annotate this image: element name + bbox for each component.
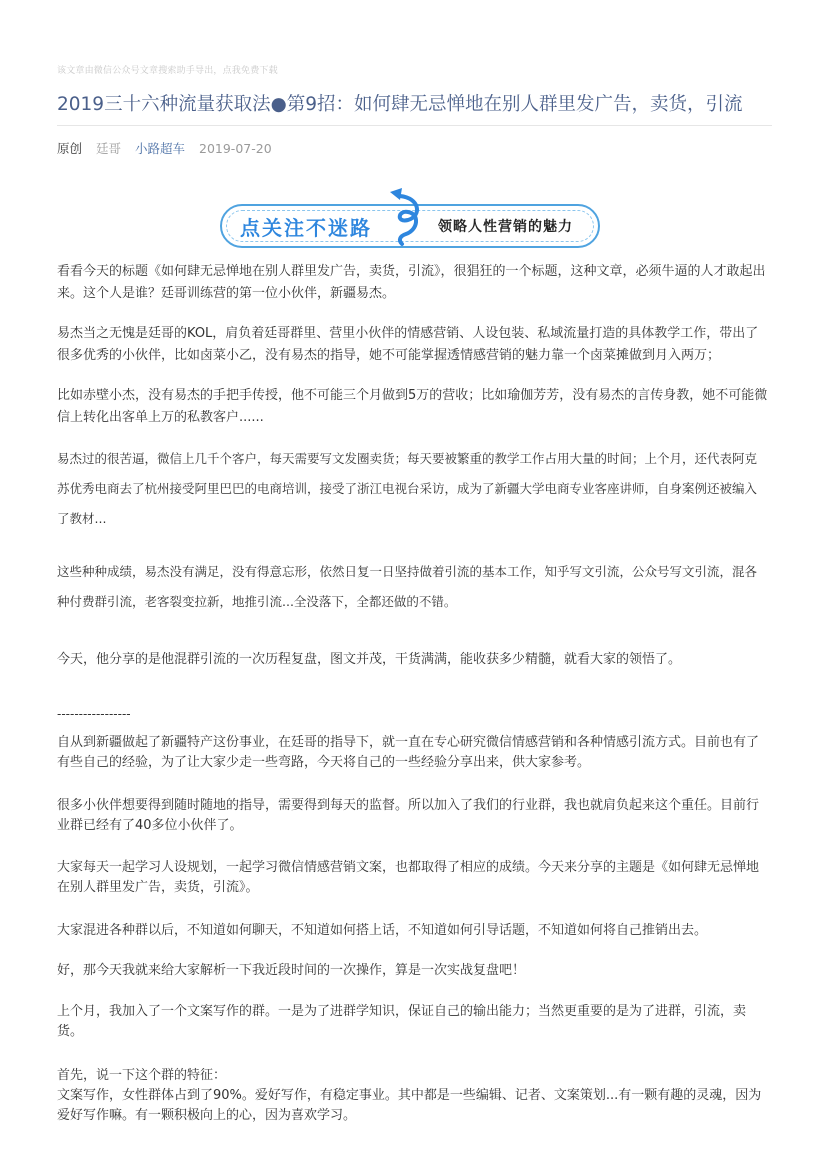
article-title: 2019三十六种流量获取法●第9招：如何肆无忌惮地在别人群里发广告，卖货，引流 <box>57 94 743 115</box>
paragraph-5: 这些种种成绩，易杰没有满足，没有得意忘形，依然日复一日坚持做着引流的基本工作，知乎写文引流，公众号写文引流，混各种付费群引流，老客裂变拉新，地推引流...全没落下，全都还做的不错。 <box>57 564 758 609</box>
paragraph-9: 大家每天一起学习人设规划，一起学习微信情感营销文案，也都取得了相应的成绩。今天来分享的主题是《如何肆无忌惮地在别人群里发广告，卖货，引流》。 <box>57 860 760 895</box>
article-meta <box>57 141 282 157</box>
title-divider <box>57 125 772 126</box>
original-label: 原创 <box>57 141 83 156</box>
publish-date: 2019-07-20 <box>199 141 272 156</box>
account-name-link[interactable]: 小路超车 <box>135 141 186 156</box>
paragraph-13-heading: 首先，说一下这个群的特征： <box>57 1068 227 1083</box>
banner-slogan-text: 领略人性营销的魅力 <box>438 219 573 235</box>
banner-follow-text: 点关注不迷路 <box>240 216 372 240</box>
author-name: 廷哥 <box>96 141 122 156</box>
paragraph-3: 比如赤壁小杰，没有易杰的手把手传授，他不可能三个月做到5万的营收；比如瑜伽芳芳，没有易杰的言传身教，她不可能微信上转化出客单上万的私教客户...... <box>57 388 768 425</box>
paragraph-2: 易杰当之无愧是廷哥的KOL，肩负着廷哥群里、营里小伙伴的情感营销、人设包装、私域流量打造的具体教学工作，带出了很多优秀的小伙伴，比如卤菜小乙，没有易杰的指导，她不可能掌握透情感营销的魅力靠一个卤菜摊做到月入两万； <box>57 326 759 363</box>
swirl-arrow-icon <box>380 186 436 252</box>
paragraph-7: 自从到新疆做起了新疆特产这份事业，在廷哥的指导下，就一直在专心研究微信情感营销和各种情感引流方式。目前也有了有些自己的经验，为了让大家少走一些弯路，今天将自己的一些经验分享出来，供大家参考。 <box>57 735 760 770</box>
paragraph-4: 易杰过的很苦逼，微信上几千个客户，每天需要写文发圈卖货；每天要被繁重的教学工作占用大量的时间；上个月，还代表阿克苏优秀电商去了杭州接受阿里巴巴的电商培训，接受了浙江电视台采访，成为了新疆大学电商专业客座讲师，自身案例还被编入了教材... <box>57 451 758 526</box>
export-note-link[interactable]: 该文章由微信公众号文章搜索助手导出，点我免费下载 <box>57 66 278 76</box>
follow-banner <box>218 186 604 254</box>
paragraph-6: 今天，他分享的是他混群引流的一次历程复盘，图文并茂，干货满满，能收获多少精髓，就看大家的领悟了。 <box>57 652 682 667</box>
section-divider: ----------------- <box>57 707 131 721</box>
paragraph-12: 上个月，我加入了一个文案写作的群。一是为了进群学知识，保证自己的输出能力；当然更重要的是为了进群，引流，卖货。 <box>57 1004 747 1039</box>
paragraph-1: 看看今天的标题《如何肆无忌惮地在别人群里发广告，卖货，引流》，很猖狂的一个标题，这种文章，必须牛逼的人才敢起出来。这个人是谁？廷哥训练营的第一位小伙伴，新疆易杰。 <box>57 264 766 301</box>
paragraph-8: 很多小伙伴想要得到随时随地的指导，需要得到每天的监督。所以加入了我们的行业群，我也就肩负起来这个重任。目前行业群已经有了40多位小伙伴了。 <box>57 798 760 833</box>
paragraph-11: 好，那今天我就来给大家解析一下我近段时间的一次操作，算是一次实战复盘吧！ <box>57 963 526 978</box>
paragraph-10: 大家混进各种群以后，不知道如何聊天，不知道如何搭上话，不知道如何引导话题，不知道如何将自己推销出去。 <box>57 923 708 938</box>
paragraph-13: 文案写作，女性群体占到了90%。爱好写作，有稳定事业。其中都是一些编辑、记者、文案策划...有一颗有趣的灵魂，因为爱好写作嘛。有一颗积极向上的心，因为喜欢学习。 <box>57 1088 762 1123</box>
